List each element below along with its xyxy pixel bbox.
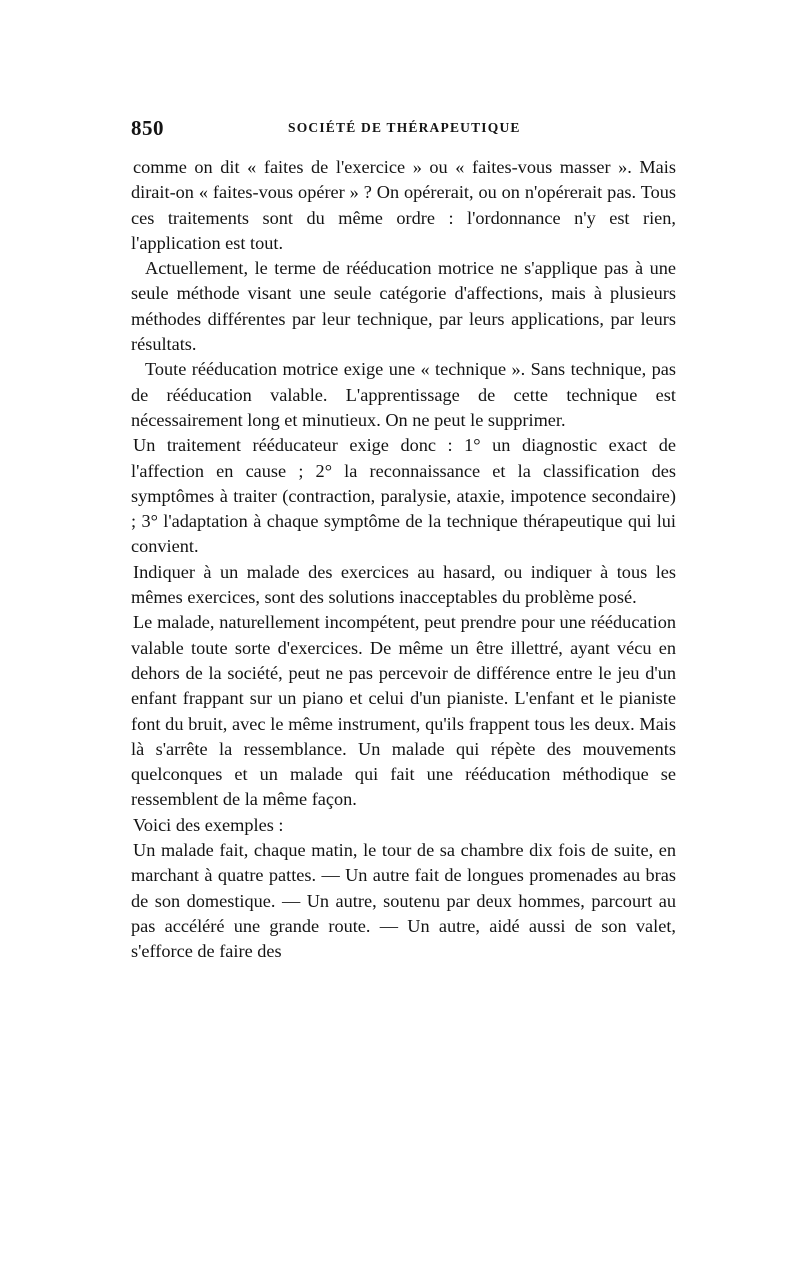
page-number: 850 bbox=[131, 116, 164, 140]
paragraph: Actuellement, le terme de rééducation motrice ne s'applique pas à une seule méthode visant une seule catégorie d'affections, mais à plusieurs méthodes différentes par leur technique, par leurs applications, par leurs résultats. bbox=[131, 258, 676, 355]
paragraph: Le malade, naturellement incompétent, peut prendre pour une rééducation valable toute sorte d'exercices. De même un être illettré, ayant vécu en dehors de la société, peut ne pas percevoir de différence entre le jeu d'un enfant frappant sur un piano et celui d'un pianiste. L'enfant et le pianiste font du bruit, avec le même instrument, qu'ils frappent tous les deux. Mais là s'arrête la ressemblance. Un malade qui répète des mouvements quelconques et un malade qui fait une rééducation méthodique se ressemblent de la même façon. bbox=[131, 612, 676, 810]
page-header bbox=[131, 116, 676, 146]
running-head: SOCIÉTÉ DE THÉRAPEUTIQUE bbox=[288, 120, 521, 135]
paragraph: Un malade fait, chaque matin, le tour de sa chambre dix fois de suite, en marchant à quatre pattes. — Un autre fait de longues promenades au bras de son domestique. — Un autre, soutenu par deux hommes, parcourt au pas accéléré une grande route. — Un autre, aidé aussi de son valet, s'efforce de faire des bbox=[131, 840, 676, 962]
paragraph: comme on dit « faites de l'exercice » ou « faites-vous masser ». Mais dirait-on « faites-vous opérer » ? On opérerait, ou on n'opérerait pas. Tous ces traitements sont du même ordre : l'ordonnance n'y est rien, l'application est tout. bbox=[131, 157, 676, 253]
paragraph: Toute rééducation motrice exige une « technique ». Sans technique, pas de rééducation valable. L'apprentissage de cette technique est nécessairement long et minutieux. On ne peut le supprimer. bbox=[131, 359, 676, 430]
body-text bbox=[131, 155, 676, 965]
paragraph: Voici des exemples : bbox=[133, 814, 284, 835]
paragraph: Un traitement rééducateur exige donc : 1° un diagnostic exact de l'affection en cause ; 2° la reconnaissance et la classification des symptômes à traiter (contraction, paralysie, ataxie, impotence secondaire) ; 3° l'adaptation à chaque symptôme de la technique thérapeutique qui lui convient. bbox=[131, 435, 676, 557]
paragraph: Indiquer à un malade des exercices au hasard, ou indiquer à tous les mêmes exercices, sont des solutions inacceptables du problème posé. bbox=[131, 561, 676, 608]
